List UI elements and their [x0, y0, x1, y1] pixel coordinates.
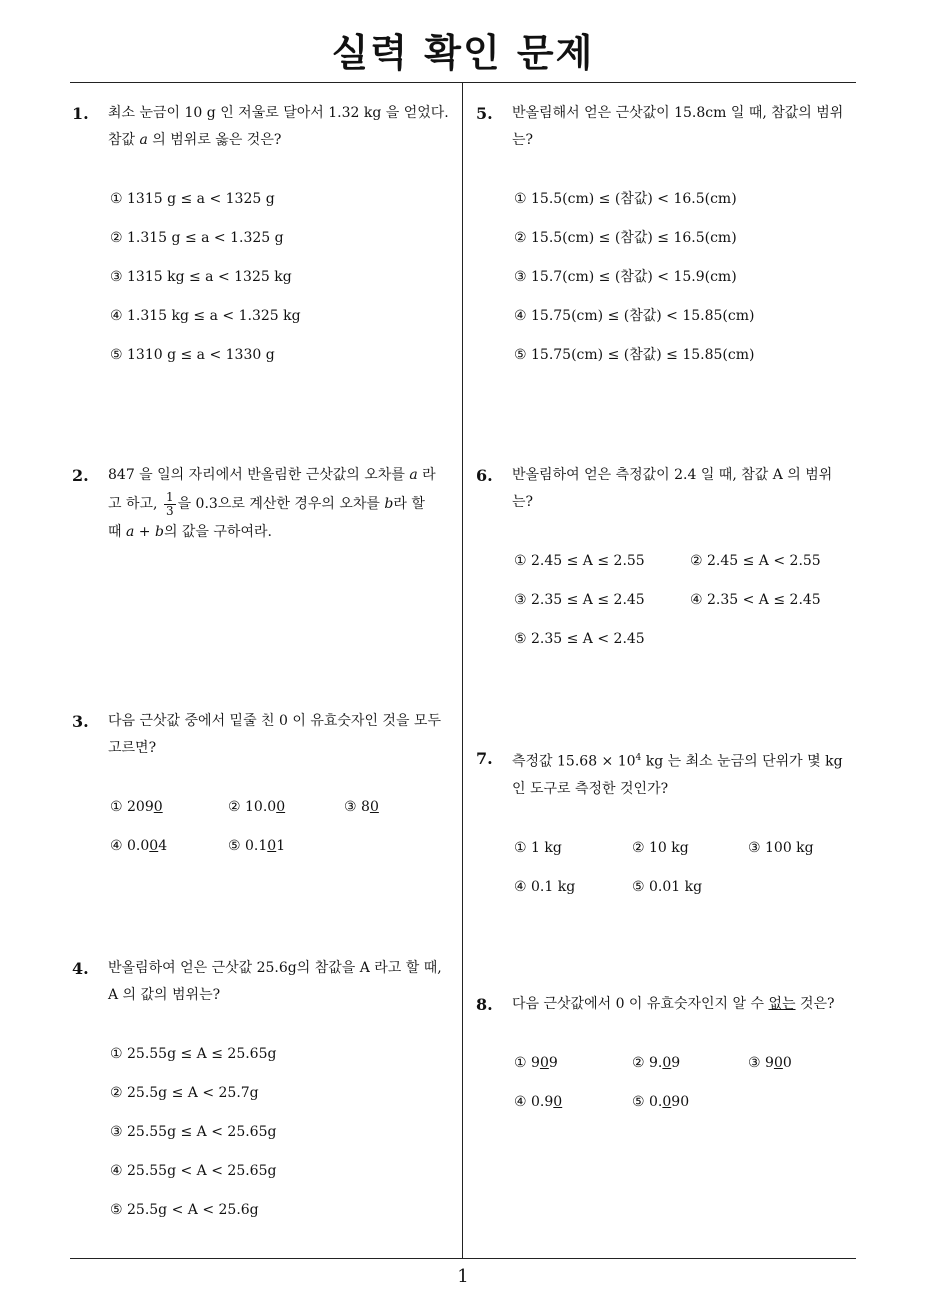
question-number: 3. — [72, 712, 89, 731]
question-number: 1. — [72, 104, 89, 123]
choice-3[interactable]: ③ 900 — [748, 1055, 792, 1071]
choice-1[interactable]: ① 2.45 ≤ A ≤ 2.55 — [514, 553, 645, 569]
choice-3[interactable]: ③ 25.55g ≤ A < 25.65g — [110, 1124, 277, 1140]
question-8 — [476, 991, 856, 1122]
question-number: 7. — [476, 749, 493, 768]
question-7 — [476, 745, 856, 907]
question-1 — [72, 100, 452, 375]
question-2 — [72, 462, 452, 546]
choice-2[interactable]: ② 25.5g ≤ A < 25.7g — [110, 1085, 259, 1101]
choice-list — [514, 180, 856, 375]
choice-2[interactable]: ② 1.315 g ≤ a < 1.325 g — [110, 230, 284, 246]
question-number: 4. — [72, 959, 89, 978]
page-number: 1 — [457, 1266, 469, 1287]
choice-4[interactable]: ④ 0.004 — [110, 838, 168, 854]
choice-list — [514, 1044, 856, 1122]
choice-4[interactable]: ④ 2.35 < A ≤ 2.45 — [690, 592, 821, 608]
choice-1[interactable]: ① 1 kg — [514, 839, 562, 856]
choice-4[interactable]: ④ 1.315 kg ≤ a < 1.325 kg — [110, 308, 301, 324]
choice-1[interactable]: ① 25.55g ≤ A ≤ 25.65g — [110, 1046, 277, 1062]
choice-list — [110, 788, 452, 866]
choice-2[interactable]: ② 10 kg — [632, 839, 689, 856]
question-number: 2. — [72, 466, 89, 485]
question-3 — [72, 708, 452, 866]
choice-1[interactable]: ① 15.5(cm) ≤ (참값) < 16.5(cm) — [514, 191, 737, 207]
question-number: 6. — [476, 466, 493, 485]
choice-5[interactable]: ⑤ 0.101 — [228, 838, 286, 854]
choice-3[interactable]: ③ 15.7(cm) ≤ (참값) < 15.9(cm) — [514, 269, 737, 285]
fraction: $\frac{1}{3}$ — [165, 489, 174, 518]
question-4 — [72, 955, 452, 1230]
choice-5[interactable]: ⑤ 1310 g ≤ a < 1330 g — [110, 347, 275, 363]
question-stem: 다음 근삿값에서 0 이 유효숫자인지 알 수 없는 것은? — [512, 996, 835, 1012]
question-stem: 반올림하여 얻은 근삿값 25.6g의 참값을 A 라고 할 때, A 의 값의 범위는? — [108, 960, 442, 1003]
top-rule — [70, 82, 856, 83]
choice-list — [514, 542, 856, 659]
choice-4[interactable]: ④ 0.1 kg — [514, 878, 576, 895]
choice-2[interactable]: ② 2.45 ≤ A < 2.55 — [690, 553, 821, 569]
bottom-rule — [70, 1258, 856, 1259]
choice-1[interactable]: ① 909 — [514, 1055, 558, 1071]
choice-list — [110, 180, 452, 375]
question-stem: 측정값 $15.68 \times 10^4$ kg 는 최소 눈금의 단위가 몇 kg 인 도구로 측정한 것인가? — [512, 753, 843, 797]
choice-3[interactable]: ③ 1315 kg ≤ a < 1325 kg — [110, 269, 292, 285]
choice-3[interactable]: ③ 100 kg — [748, 839, 814, 856]
question-6 — [476, 462, 856, 659]
choice-2[interactable]: ② 15.5(cm) ≤ (참값) ≤ 16.5(cm) — [514, 230, 737, 246]
choice-5[interactable]: ⑤ 15.75(cm) ≤ (참값) ≤ 15.85(cm) — [514, 347, 755, 363]
question-number: 8. — [476, 995, 493, 1014]
choice-5[interactable]: ⑤ 2.35 ≤ A < 2.45 — [514, 631, 645, 647]
choice-4[interactable]: ④ 0.90 — [514, 1094, 563, 1110]
question-stem: 최소 눈금이 10 g 인 저울로 달아서 1.32 kg 을 얻었다. 참값 a 의 범위로 옳은 것은? — [108, 105, 449, 148]
question-number: 5. — [476, 104, 493, 123]
question-stem: 847 을 일의 자리에서 반올림한 근삿값의 오차를 a 라 고 하고, $\frac{1}{3}$ 을 0.3으로 계산한 경우의 오차를 b라 할 때 a + b의 값을 구하여라. — [108, 467, 436, 540]
choice-1[interactable]: ① 2090 — [110, 799, 163, 815]
question-5 — [476, 100, 856, 375]
choice-5[interactable]: ⑤ 25.5g < A < 25.6g — [110, 1202, 259, 1218]
choice-4[interactable]: ④ 15.75(cm) ≤ (참값) < 15.85(cm) — [514, 308, 755, 324]
question-stem: 반올림해서 얻은 근삿값이 15.8cm 일 때, 참값의 범위 는? — [512, 105, 844, 148]
choice-2[interactable]: ② 10.00 — [228, 799, 286, 815]
question-stem: 반올림하여 얻은 측정값이 2.4 일 때, 참값 A 의 범위 는? — [512, 467, 833, 510]
page-title: 실력 확인 문제 — [331, 31, 595, 75]
choice-5[interactable]: ⑤ 0.01 kg — [632, 878, 703, 895]
choice-list — [514, 829, 856, 907]
question-stem: 다음 근삿값 중에서 밑줄 친 0 이 유효숫자인 것을 모두 고르면? — [108, 713, 441, 756]
choice-1[interactable]: ① 1315 g ≤ a < 1325 g — [110, 191, 275, 207]
choice-2[interactable]: ② 9.09 — [632, 1055, 681, 1071]
choice-3[interactable]: ③ 80 — [344, 799, 379, 815]
column-divider — [462, 82, 463, 1258]
choice-3[interactable]: ③ 2.35 ≤ A ≤ 2.45 — [514, 592, 645, 608]
choice-4[interactable]: ④ 25.55g < A < 25.65g — [110, 1163, 277, 1179]
choice-5[interactable]: ⑤ 0.090 — [632, 1094, 690, 1110]
choice-list — [110, 1035, 452, 1230]
